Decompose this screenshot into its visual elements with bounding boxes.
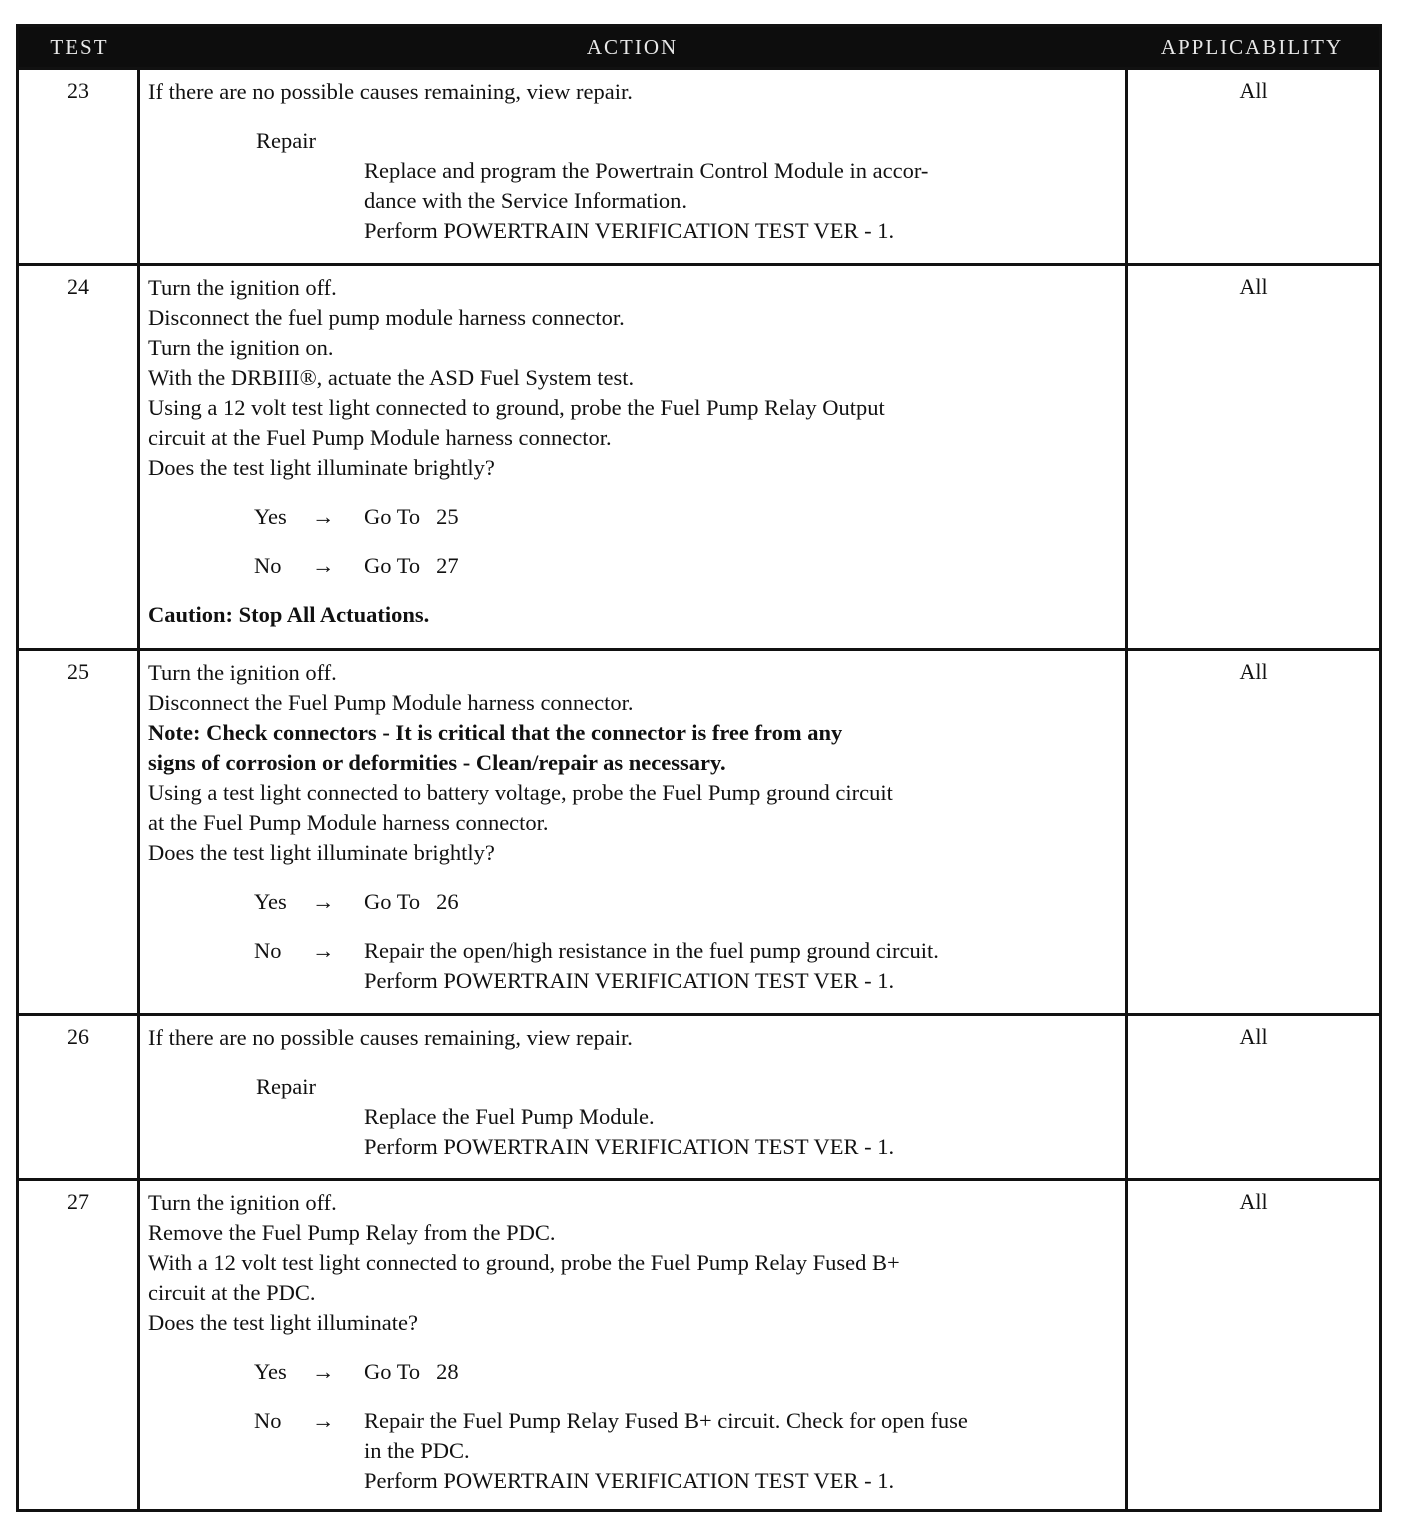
applicability-cell: All (1125, 266, 1379, 648)
action-line: Turn the ignition off. (148, 660, 337, 685)
yes-branch (148, 502, 1119, 532)
table-row (19, 67, 1379, 263)
repair-label: Repair (256, 128, 316, 153)
note-line: signs of corrosion or deformities - Clean/repair as necessary. (148, 750, 726, 775)
action-line: Does the test light illuminate brightly? (148, 455, 495, 480)
repair-line: Replace and program the Powertrain Control Module in accor- (364, 158, 929, 183)
yes-label: Yes (254, 504, 287, 529)
action-line: Using a test light connected to battery voltage, probe the Fuel Pump ground circuit (148, 780, 893, 805)
goto-number: 27 (436, 553, 459, 578)
test-number: 26 (19, 1016, 140, 1178)
repair-line: Perform POWERTRAIN VERIFICATION TEST VER - 1. (364, 968, 895, 993)
action-line: With a 12 volt test light connected to ground, probe the Fuel Pump Relay Fused B+ (148, 1250, 900, 1275)
action-line: Turn the ignition off. (148, 1190, 337, 1215)
header-test: TEST (50, 34, 109, 59)
header-action: ACTION (586, 34, 679, 59)
note-line: Note: Check connectors - It is critical that the connector is free from any (148, 720, 843, 745)
no-label: No (254, 938, 282, 963)
goto-number: 26 (436, 889, 459, 914)
diagnostic-table (16, 24, 1382, 1512)
repair-line: Repair the Fuel Pump Relay Fused B+ circuit. Check for open fuse (364, 1408, 968, 1433)
action-line: Using a 12 volt test light connected to ground, probe the Fuel Pump Relay Output (148, 395, 885, 420)
goto-number: 28 (436, 1359, 459, 1384)
action-line: With the DRBIII®, actuate the ASD Fuel System test. (148, 365, 635, 390)
yes-label: Yes (254, 1359, 287, 1384)
action-line: Does the test light illuminate brightly? (148, 840, 495, 865)
no-branch (148, 936, 1119, 996)
table-row (19, 648, 1379, 1013)
applicability-cell: All (1125, 1016, 1379, 1178)
arrow-icon: → (312, 1359, 335, 1384)
goto-label: Go To (364, 553, 421, 578)
yes-branch (148, 887, 1119, 917)
table-row (19, 1013, 1379, 1178)
arrow-icon: → (312, 553, 335, 578)
action-line: circuit at the Fuel Pump Module harness connector. (148, 425, 612, 450)
action-cell (140, 651, 1125, 1013)
test-number: 24 (19, 266, 140, 648)
arrow-icon: → (312, 1408, 335, 1433)
action-line: Does the test light illuminate? (148, 1310, 418, 1335)
table-row (19, 1178, 1379, 1509)
action-line: Remove the Fuel Pump Relay from the PDC. (148, 1220, 556, 1245)
repair-line: in the PDC. (364, 1438, 470, 1463)
action-line: If there are no possible causes remaining, view repair. (148, 1025, 633, 1050)
no-label: No (254, 1408, 282, 1433)
repair-line: Replace the Fuel Pump Module. (364, 1104, 655, 1129)
action-line: If there are no possible causes remaining, view repair. (148, 79, 633, 104)
goto-label: Go To (364, 1359, 421, 1384)
action-line: Turn the ignition on. (148, 335, 334, 360)
action-line: Disconnect the fuel pump module harness connector. (148, 305, 625, 330)
action-cell (140, 1181, 1125, 1509)
arrow-icon: → (312, 889, 335, 914)
arrow-icon: → (312, 504, 335, 529)
yes-label: Yes (254, 889, 287, 914)
test-number: 23 (19, 70, 140, 263)
goto-label: Go To (364, 889, 421, 914)
test-number: 25 (19, 651, 140, 1013)
action-line: Turn the ignition off. (148, 275, 337, 300)
table-header (19, 27, 1379, 67)
action-line: circuit at the PDC. (148, 1280, 316, 1305)
header-applicability: APPLICABILITY (1160, 34, 1344, 59)
repair-line: Perform POWERTRAIN VERIFICATION TEST VER - 1. (364, 1468, 895, 1493)
yes-branch (148, 1357, 1119, 1387)
action-cell (140, 1016, 1125, 1178)
arrow-icon: → (312, 938, 335, 963)
action-line: at the Fuel Pump Module harness connector. (148, 810, 549, 835)
goto-label: Go To (364, 504, 421, 529)
no-branch (148, 1406, 1119, 1496)
action-line: Disconnect the Fuel Pump Module harness connector. (148, 690, 634, 715)
applicability-cell: All (1125, 70, 1379, 263)
table-row (19, 263, 1379, 648)
no-label: No (254, 553, 282, 578)
action-cell (140, 70, 1125, 263)
goto-number: 25 (436, 504, 459, 529)
repair-line: Perform POWERTRAIN VERIFICATION TEST VER - 1. (364, 1134, 895, 1159)
repair-line: dance with the Service Information. (364, 188, 688, 213)
repair-label: Repair (256, 1074, 316, 1099)
repair-line: Perform POWERTRAIN VERIFICATION TEST VER - 1. (364, 218, 895, 243)
test-number: 27 (19, 1181, 140, 1509)
no-branch (148, 551, 1119, 581)
caution-text: Caution: Stop All Actuations. (148, 602, 430, 627)
applicability-cell: All (1125, 651, 1379, 1013)
repair-line: Repair the open/high resistance in the fuel pump ground circuit. (364, 938, 939, 963)
applicability-cell: All (1125, 1181, 1379, 1509)
action-cell (140, 266, 1125, 648)
